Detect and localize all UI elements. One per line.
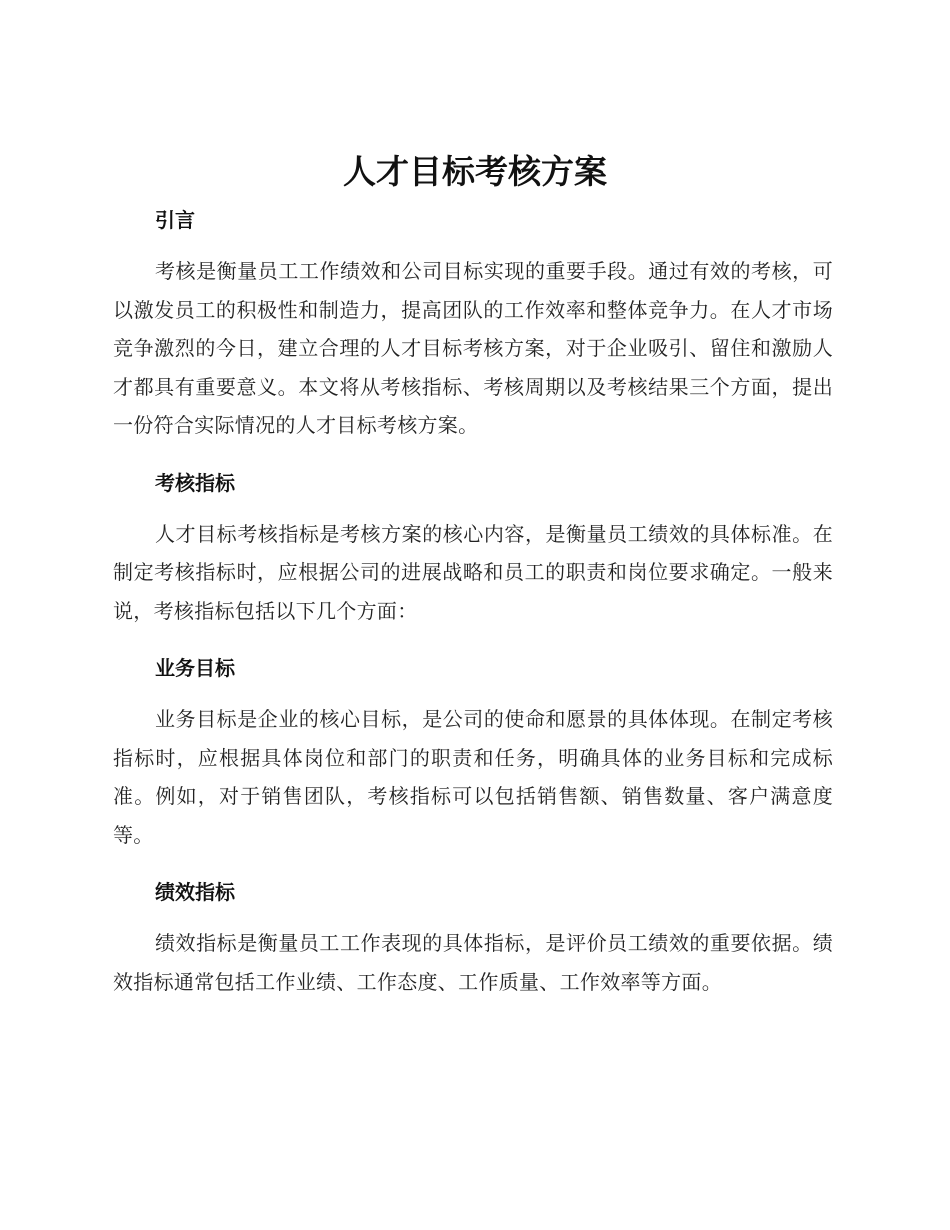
section-paragraph: 业务目标是企业的核心目标，是公司的使命和愿景的具体体现。在制定考核指标时，应根据具体岗位和部门的职责和任务，明确具体的业务目标和完成标准。例如，对于销售团队，考核指标可以包括销售额、销售数量、客户满意度等。 [113,707,833,847]
section-performance-indicators [113,872,833,1001]
section-heading: 引言 [155,208,195,232]
section-introduction [113,200,833,445]
section-paragraph: 人才目标考核指标是考核方案的核心内容，是衡量员工绩效的具体标准。在制定考核指标时，应根据公司的进展战略和员工的职责和岗位要求确定。一般来说，考核指标包括以下几个方面： [113,521,833,623]
section-assessment-indicators [113,463,833,631]
document-body [113,200,833,1019]
document-title: 人才目标考核方案 [343,152,607,191]
section-heading: 绩效指标 [155,880,235,904]
section-heading: 业务目标 [155,656,235,680]
section-paragraph: 考核是衡量员工工作绩效和公司目标实现的重要手段。通过有效的考核，可以激发员工的积极性和制造力，提高团队的工作效率和整体竞争力。在人才市场竞争激烈的今日，建立合理的人才目标考核方案，对于企业吸引、留住和激励人才都具有重要意义。本文将从考核指标、考核周期以及考核结果三个方面，提出一份符合实际情况的人才目标考核方案。 [113,259,833,437]
section-paragraph: 绩效指标是衡量员工工作表现的具体指标，是评价员工绩效的重要依据。绩效指标通常包括工作业绩、工作态度、工作质量、工作效率等方面。 [113,931,833,994]
section-heading: 考核指标 [155,470,235,495]
section-business-goals [113,648,833,854]
